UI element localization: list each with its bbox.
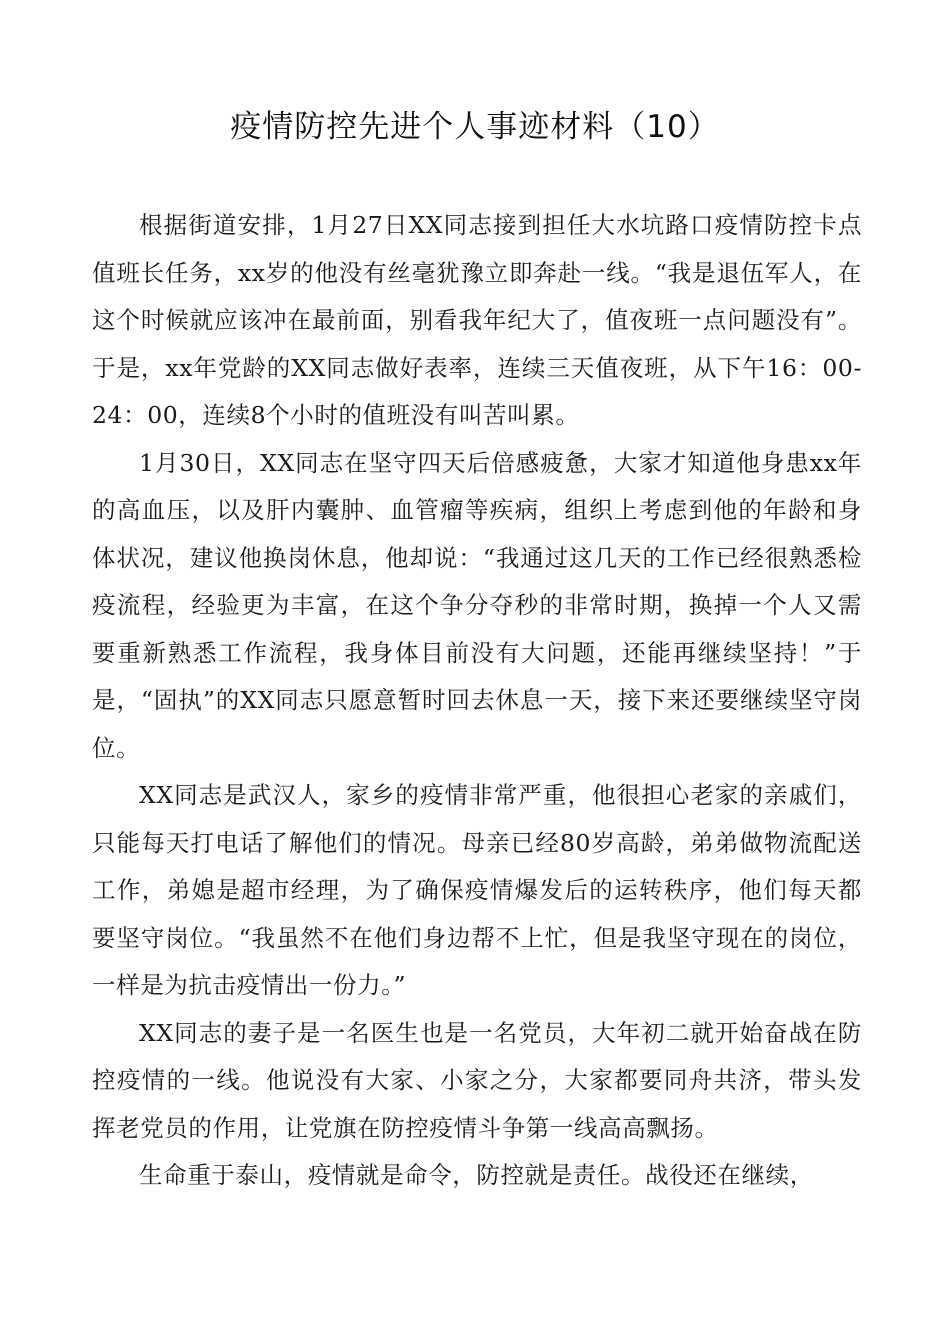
paragraph-2: 1月30日，XX同志在坚守四天后倍感疲惫，大家才知道他身患xx年的高血压，以及肝内囊肿、血管瘤等疾病，组织上考虑到他的年龄和身体状况，建议他换岗休息，他却说：“我通过这几天的工作已经很熟悉检疫流程，经验更为丰富，在这个争分夺秒的非常时期，换掉一个人又需要重新熟悉工作流程，我身体目前没有大问题，还能再继续坚持！”于是，“固执”的XX同志只愿意暂时回去休息一天，接下来还要继续坚守岗位。 (92, 448, 862, 762)
paragraph-4: XX同志的妻子是一名医生也是一名党员，大年初二就开始奋战在防控疫情的一线。他说没有大家、小家之分，大家都要同舟共济，带头发挥老党员的作用，让党旗在防控疫情斗争第一线高高飘扬。 (92, 1018, 862, 1142)
paragraph-3: XX同志是武汉人，家乡的疫情非常严重，他很担心老家的亲戚们，只能每天打电话了解他们的情况。母亲已经80岁高龄，弟弟做物流配送工作，弟媳是超市经理，为了确保疫情爆发后的运转秩序，他们每天都要坚守岗位。“我虽然不在他们身边帮不上忙，但是我坚守现在的岗位，一样是为抗击疫情出一份力。” (92, 781, 862, 999)
document-body (92, 202, 862, 1200)
paragraph-1: 根据街道安排，1月27日XX同志接到担任大水坑路口疫情防控卡点值班长任务，xx岁的他没有丝毫犹豫立即奔赴一线。“我是退伍军人，在这个时候就应该冲在最前面，别看我年纪大了，值夜班一点问题没有”。于是，xx年党龄的XX同志做好表率，连续三天值夜班，从下午16：00-24：00，连续8个小时的值班没有叫苦叫累。 (92, 211, 862, 429)
document-title: 疫情防控先进个人事迹材料（10） (230, 109, 720, 145)
paragraph-5: 生命重于泰山，疫情就是命令，防控就是责任。战役还在继续， (139, 1161, 814, 1189)
